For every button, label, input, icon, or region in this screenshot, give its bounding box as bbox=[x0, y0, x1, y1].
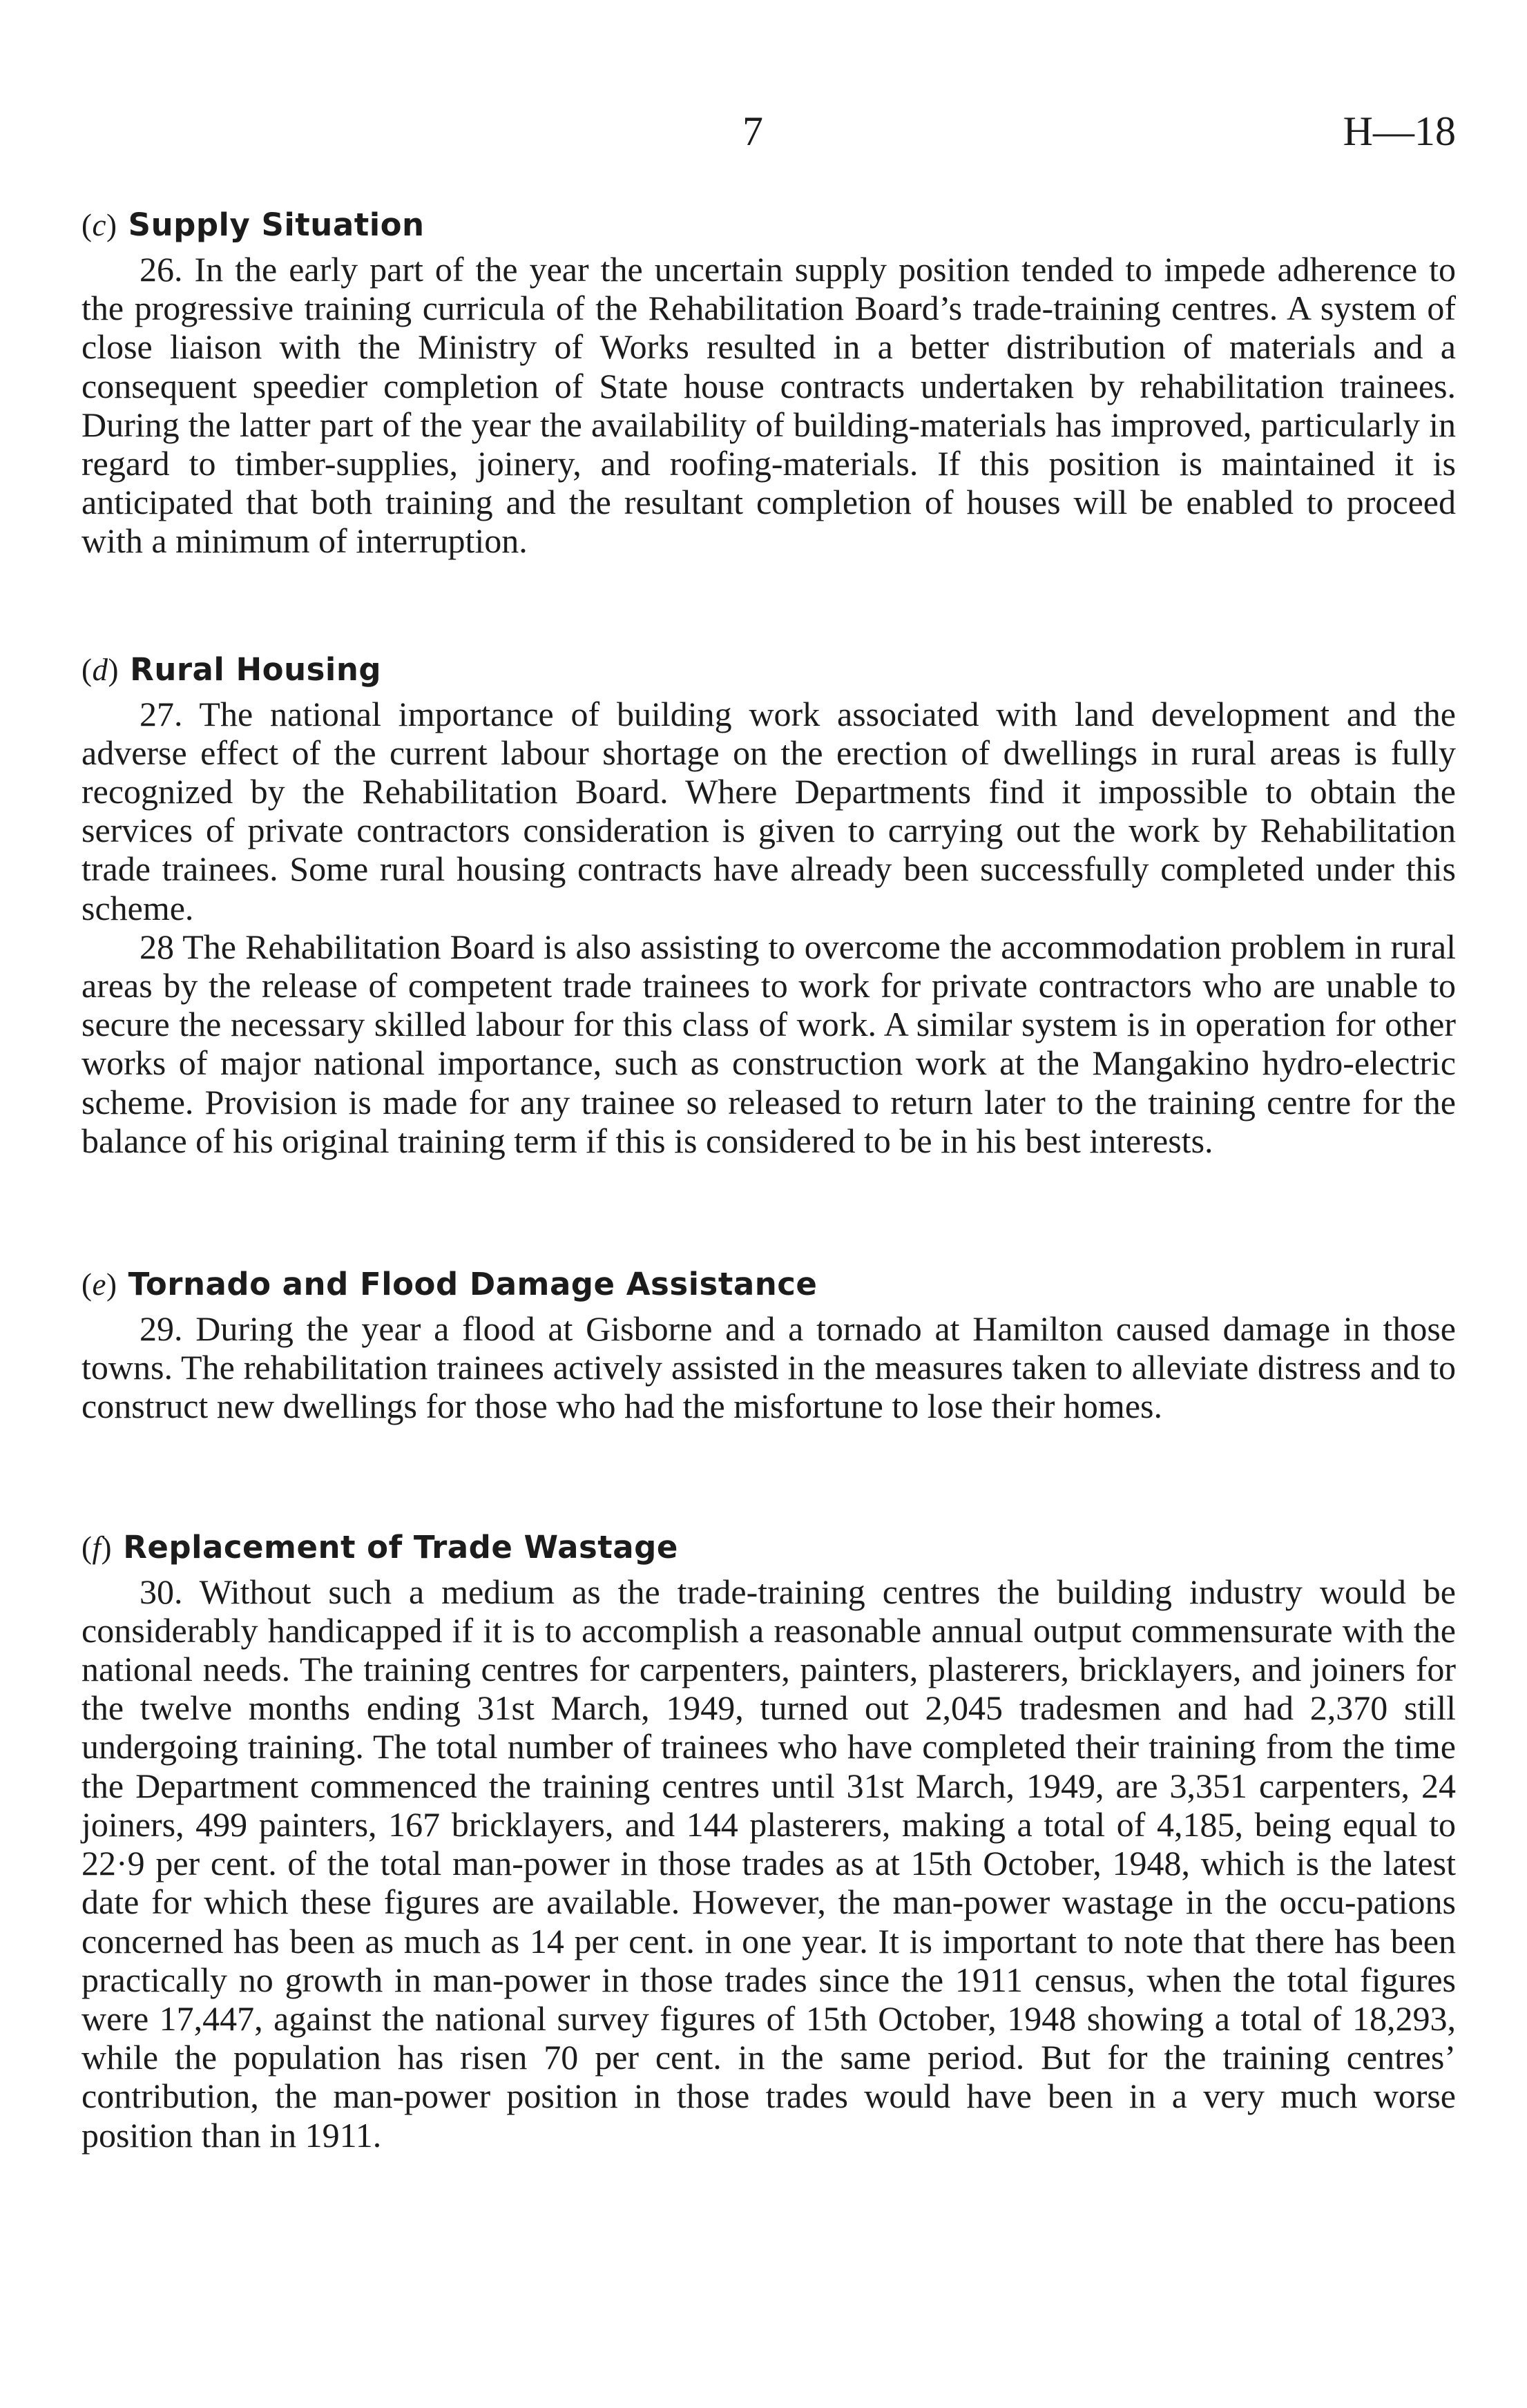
section-marker: (c) bbox=[81, 208, 117, 242]
section-supply-situation bbox=[81, 204, 1456, 561]
section-title: Rural Housing bbox=[130, 651, 382, 688]
section-marker: (f) bbox=[81, 1530, 113, 1565]
section-rural-housing bbox=[81, 649, 1456, 1160]
section-heading bbox=[81, 649, 1456, 691]
paragraph-28: 28 The Rehabilitation Board is also assisting to overcome the accommodation problem in rural areas by the release of competent trade trainees to work for private contractors who are unable to secure the necessary skilled labour for this class of work. A similar system is in operation for other works of major national importance, such as construction work at the Mangakino hydro-electric scheme. Provision is made for any trainee so released to return later to the training centre for the balance of his original training term if this is considered to be in his best interests. bbox=[81, 927, 1456, 1160]
section-heading bbox=[81, 1264, 1456, 1305]
section-tornado-flood-damage bbox=[81, 1264, 1456, 1426]
paragraph-29: 29. During the year a flood at Gisborne and a tornado at Hamilton caused damage in those towns. The rehabilitation trainees actively assisted in the measures taken to alleviate distress and to construct new dwellings for those who had the misfortune to lose their homes. bbox=[81, 1309, 1456, 1426]
section-heading bbox=[81, 1527, 1456, 1568]
page-body bbox=[81, 204, 1456, 2155]
paragraph-30: 30. Without such a medium as the trade-training centres the building industry would be considerably handicapped if it is to accomplish a reasonable annual output commensurate with the national needs. The training centres for carpenters, painters, plasterers, bricklayers, and joiners for the twelve months ending 31st March, 1949, turned out 2,045 tradesmen and had 2,370 still undergoing training. The total number of trainees who have completed their training from the time the Department commenced the training centres until 31st March, 1949, are 3,351 carpenters, 24 joiners, 499 painters, 167 bricklayers, and 144 plasterers, making a total of 4,185, being equal to 22·9 per cent. of the total man-power in those trades as at 15th October, 1948, which is the latest date for which these figures are available. However, the man-power wastage in the occu-pations concerned has been as much as 14 per cent. in one year. It is important to note that there has been practically no growth in man-power in those trades since the 1911 census, when the total figures were 17,447, against the national survey figures of 15th October, 1948 showing a total of 18,293, while the population has risen 70 per cent. in the same period. But for the training centres’ contribution, the man-power position in those trades would have been in a very much worse position than in 1911. bbox=[81, 1572, 1456, 2155]
section-title: Supply Situation bbox=[128, 206, 425, 243]
page-number: 7 bbox=[742, 108, 763, 154]
document-reference: H—18 bbox=[1343, 108, 1456, 154]
section-marker: (d) bbox=[81, 652, 119, 687]
section-title: Replacement of Trade Wastage bbox=[123, 1528, 678, 1566]
section-heading bbox=[81, 204, 1456, 246]
section-replacement-trade-wastage bbox=[81, 1527, 1456, 2155]
section-marker: (e) bbox=[81, 1267, 117, 1302]
section-title: Tornado and Flood Damage Assistance bbox=[128, 1266, 818, 1303]
paragraph-26: 26. In the early part of the year the uncertain supply position tended to impede adherence to the progressive training curricula of the Rehabilitation Board’s trade-training centres. A system of close liaison with the Ministry of Works resulted in a better distribution of materials and a consequent speedier completion of State house contracts undertaken by rehabilitation trainees. During the latter part of the year the availability of building-materials has improved, particularly in regard to timber-supplies, joinery, and roofing-materials. If this position is maintained it is anticipated that both training and the resultant completion of houses will be enabled to proceed with a minimum of interruption. bbox=[81, 250, 1456, 561]
paragraph-27: 27. The national importance of building work associated with land development and the adverse effect of the current labour shortage on the erection of dwellings in rural areas is fully recognized by the Rehabilitation Board. Where Departments find it impossible to obtain the services of private contractors consideration is given to carrying out the work by Rehabilitation trade trainees. Some rural housing contracts have already been successfully completed under this scheme. bbox=[81, 694, 1456, 927]
